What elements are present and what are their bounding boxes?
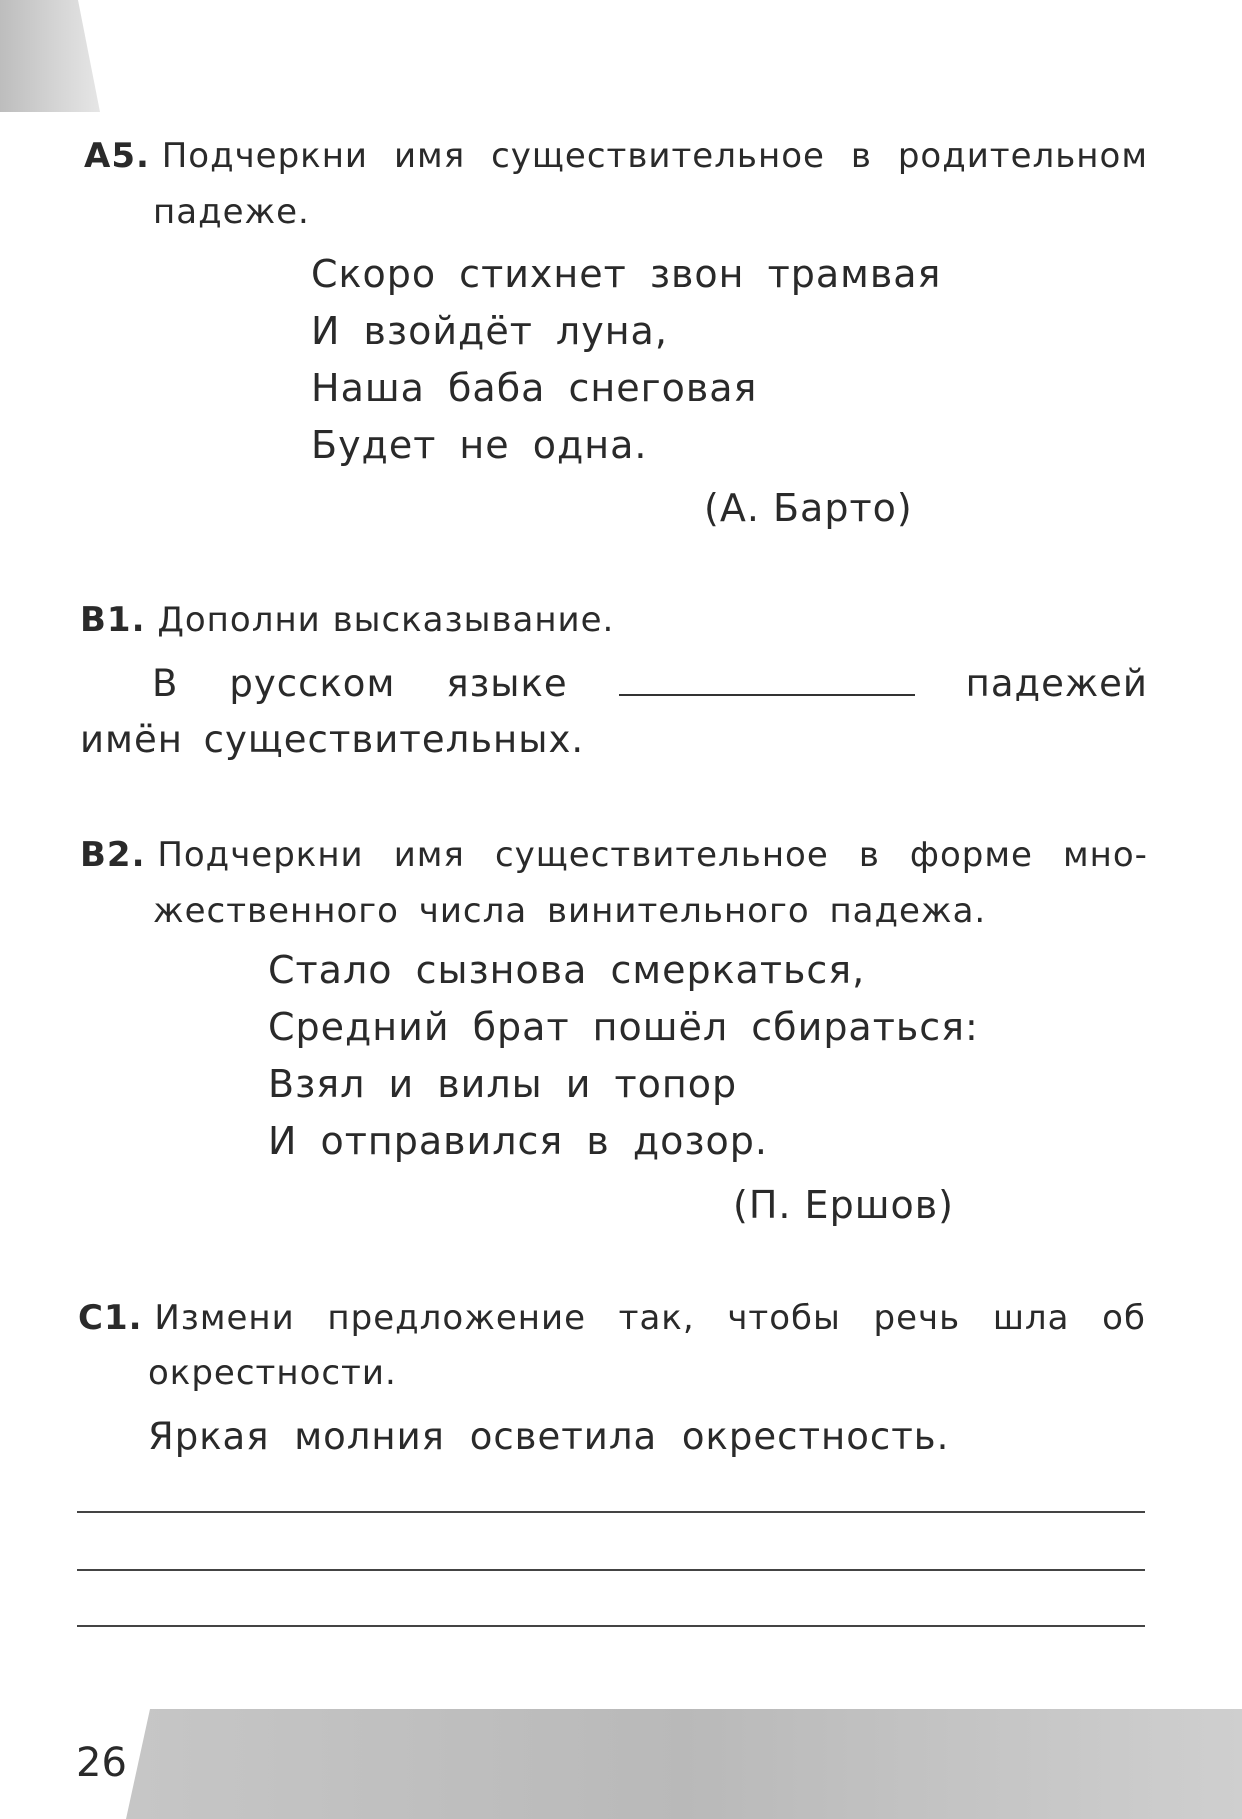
poem-line: И отправился в дозор. bbox=[268, 1119, 769, 1163]
b1-statement-line2: имён существительных. bbox=[80, 718, 585, 761]
b2-author: (П. Ершов) bbox=[733, 1183, 954, 1227]
b2-word: мно- bbox=[1063, 835, 1148, 875]
c1-sentence bbox=[148, 1415, 949, 1458]
poem-line: Средний брат пошёл сбираться: bbox=[268, 1005, 979, 1049]
c1-word: так, bbox=[618, 1298, 695, 1338]
b1-word: В bbox=[152, 662, 179, 705]
b1-answer-blank[interactable] bbox=[619, 666, 915, 696]
c1-instruction-line1 bbox=[78, 1298, 1146, 1338]
b2-word: существительное bbox=[494, 835, 829, 875]
b2-word: в bbox=[858, 835, 880, 875]
b1-word: языке bbox=[446, 662, 568, 705]
b2-word: Подчеркни bbox=[157, 835, 364, 875]
c1-instruction-line2: окрестности. bbox=[148, 1353, 397, 1393]
c1-word: шла bbox=[992, 1298, 1070, 1338]
b2-instruction-line1 bbox=[80, 835, 1148, 875]
top-corner-decoration bbox=[0, 0, 100, 112]
a5-word: в bbox=[850, 136, 872, 176]
c1-word: об bbox=[1102, 1298, 1146, 1338]
page-number: 26 bbox=[76, 1740, 127, 1786]
b2-word: имя bbox=[393, 835, 465, 875]
b1-word: падежей bbox=[965, 662, 1148, 705]
poem-line: Взял и вилы и топор bbox=[268, 1062, 738, 1106]
poem-line: Скоро стихнет звон трамвая bbox=[311, 252, 942, 296]
footer-notch bbox=[0, 1709, 150, 1819]
c1-sentence-text: Яркая молния осветила окрестность. bbox=[148, 1415, 950, 1458]
a5-instruction-line2: падеже. bbox=[153, 192, 310, 232]
b1-label: В1. bbox=[80, 600, 146, 640]
b1-instruction bbox=[80, 600, 614, 640]
c1-answer-line-3[interactable] bbox=[77, 1625, 1145, 1627]
a5-word: существительное bbox=[491, 136, 825, 176]
poem-line: Будет не одна. bbox=[311, 423, 648, 467]
c1-label: С1. bbox=[78, 1298, 143, 1338]
c1-answer-line-1[interactable] bbox=[77, 1511, 1145, 1513]
a5-label: А5. bbox=[84, 136, 150, 176]
c1-word: предложение bbox=[327, 1298, 586, 1338]
footer-band bbox=[0, 1709, 1242, 1819]
a5-author: (А. Барто) bbox=[704, 486, 913, 530]
poem-line: Стало сызнова смеркаться, bbox=[268, 948, 866, 992]
c1-word: чтобы bbox=[727, 1298, 841, 1338]
c1-word: речь bbox=[873, 1298, 961, 1338]
poem-line: Наша баба снеговая bbox=[311, 366, 758, 410]
a5-poem bbox=[311, 252, 941, 480]
a5-instruction-line1 bbox=[84, 136, 1148, 176]
b1-statement-line1 bbox=[152, 662, 1148, 705]
c1-word: Измени bbox=[154, 1298, 295, 1338]
b1-word: русском bbox=[229, 662, 396, 705]
c1-answer-line-2[interactable] bbox=[77, 1569, 1145, 1571]
a5-word: имя bbox=[393, 136, 466, 176]
poem-line: И взойдёт луна, bbox=[311, 309, 668, 353]
b2-poem bbox=[268, 948, 979, 1176]
b2-word: форме bbox=[909, 835, 1033, 875]
a5-word: Подчеркни bbox=[161, 136, 369, 176]
b2-instruction-line2: жественного числа винительного падежа. bbox=[153, 891, 987, 931]
b2-label: В2. bbox=[80, 835, 146, 875]
a5-word: родительном bbox=[897, 136, 1148, 176]
b1-instruction-text: Дополни высказывание. bbox=[157, 600, 615, 640]
